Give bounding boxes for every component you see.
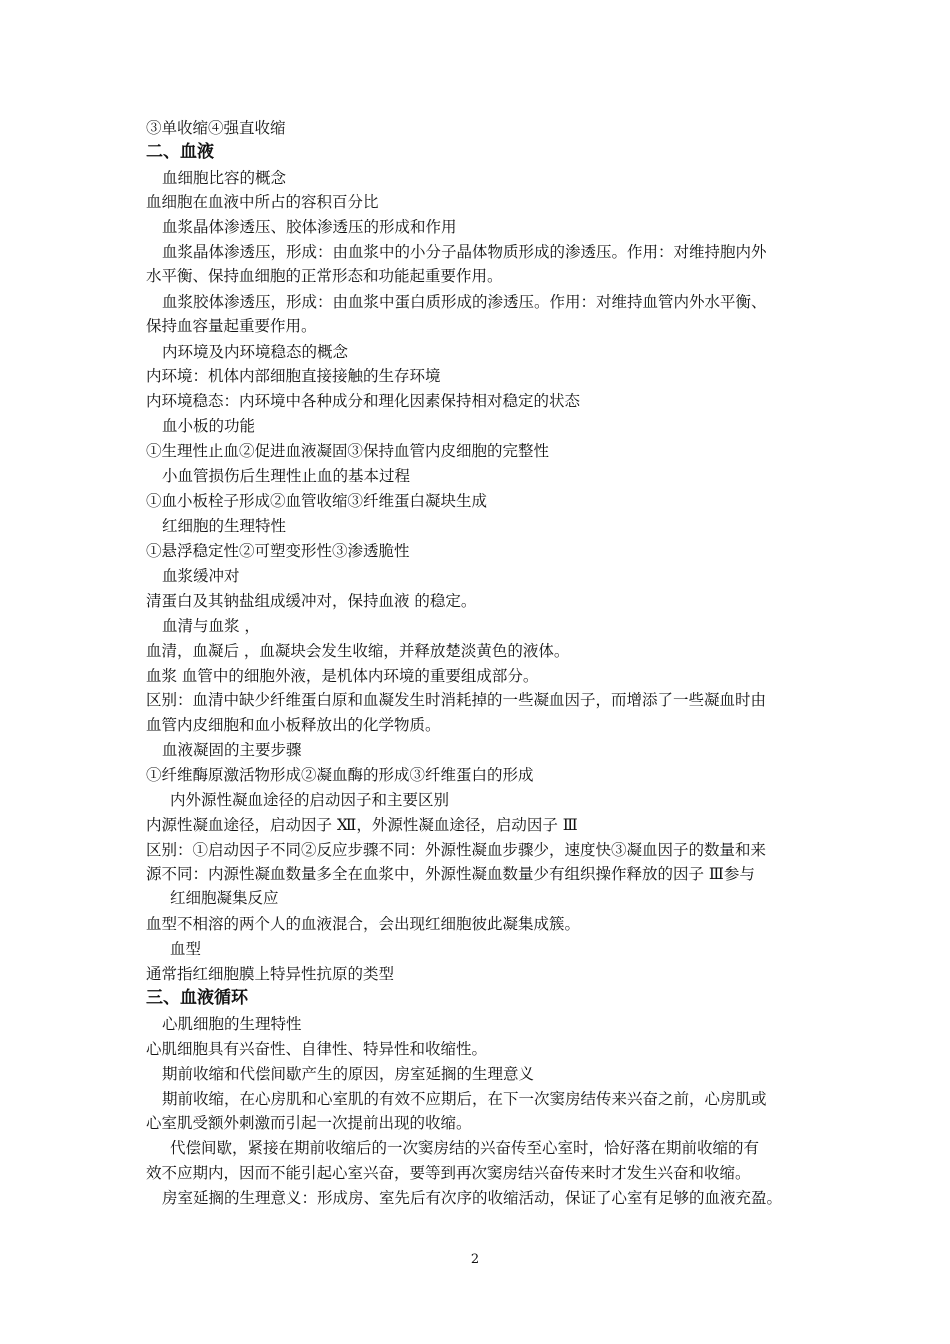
subheading: 心肌细胞的生理特性 bbox=[162, 1015, 302, 1033]
text-line: 代偿间歇，紧接在期前收缩后的一次窦房结的兴奋传至心室时，恰好落在期前收缩的有 bbox=[170, 1139, 760, 1157]
subheading: 小血管损伤后生理性止血的基本过程 bbox=[162, 467, 411, 485]
text-line: 通常指红细胞膜上特异性抗原的类型 bbox=[146, 965, 395, 983]
page-number: 2 bbox=[470, 1252, 480, 1267]
subheading: 内外源性凝血途径的启动因子和主要区别 bbox=[170, 791, 450, 809]
subheading: 血浆缓冲对 bbox=[162, 567, 240, 585]
text-line: 血型不相溶的两个人的血液混合，会出现红细胞彼此凝集成簇。 bbox=[146, 915, 581, 933]
text-line: 心肌细胞具有兴奋性、自律性、特异性和收缩性。 bbox=[146, 1040, 488, 1058]
text-line: 房室延搁的生理意义：形成房、室先后有次序的收缩活动，保证了心室有足够的血液充盈。 bbox=[162, 1189, 783, 1207]
text-line: 血管内皮细胞和血小板释放出的化学物质。 bbox=[146, 716, 441, 734]
subheading: 血清与血浆 ， bbox=[162, 617, 260, 635]
subheading: 血细胞比容的概念 bbox=[162, 169, 287, 187]
text-line: 血浆晶体渗透压，形成：由血浆中的小分子晶体物质形成的渗透压。作用：对维持胞内外 bbox=[162, 243, 767, 261]
text-line: 内环境稳态：内环境中各种成分和理化因素保持相对稳定的状态 bbox=[146, 392, 581, 410]
text-line: 效不应期内，因而不能引起心室兴奋，要等到再次窦房结兴奋传来时才发生兴奋和收缩。 bbox=[146, 1164, 751, 1182]
subheading: 期前收缩和代偿间歇产生的原因，房室延搁的生理意义 bbox=[162, 1065, 535, 1083]
text-line: 源不同：内源性凝血数量多全在血浆中，外源性凝血数量少有组织操作释放的因子 Ⅲ参与 bbox=[146, 865, 755, 883]
subheading: 血型 bbox=[170, 940, 202, 958]
section-heading: 三、血液循环 bbox=[146, 988, 248, 1008]
subheading: 内环境及内环境稳态的概念 bbox=[162, 343, 349, 361]
subheading: 红细胞的生理特性 bbox=[162, 517, 287, 535]
text-line: 血浆胶体渗透压，形成：由血浆中蛋白质形成的渗透压。作用：对维持血管内外水平衡、 bbox=[162, 293, 767, 311]
text-line: 血细胞在血液中所占的容积百分比 bbox=[146, 193, 379, 211]
text-line: ①生理性止血②促进血液凝固③保持血管内皮细胞的完整性 bbox=[146, 442, 550, 460]
text-line: ①血小板栓子形成②血管收缩③纤维蛋白凝块生成 bbox=[146, 492, 488, 510]
text-line: 内环境：机体内部细胞直接接触的生存环境 bbox=[146, 367, 441, 385]
subheading: 红细胞凝集反应 bbox=[170, 889, 279, 907]
text-line: 水平衡、保持血细胞的正常形态和功能起重要作用。 bbox=[146, 267, 503, 285]
text-line: ③单收缩④强直收缩 bbox=[146, 119, 286, 137]
text-line: 心室肌受额外刺激而引起一次提前出现的收缩。 bbox=[146, 1114, 472, 1132]
text-line: 血清，血凝后 ，血凝块会发生收缩，并释放楚淡黄色的液体。 bbox=[146, 642, 570, 660]
subheading: 血液凝固的主要步骤 bbox=[162, 741, 302, 759]
text-line: ①悬浮稳定性②可塑变形性③渗透脆性 bbox=[146, 542, 410, 560]
text-line: 区别：①启动因子不同②反应步骤不同：外源性凝血步骤少，速度快③凝血因子的数量和来 bbox=[146, 841, 767, 859]
subheading: 血小板的功能 bbox=[162, 417, 256, 435]
text-line: 保持血容量起重要作用。 bbox=[146, 317, 317, 335]
text-line: 血浆 血管中的细胞外液，是机体内环境的重要组成部分。 bbox=[146, 667, 539, 685]
text-line: 期前收缩，在心房肌和心室肌的有效不应期后，在下一次窦房结传来兴奋之前，心房肌或 bbox=[162, 1090, 767, 1108]
section-heading: 二、血液 bbox=[146, 142, 214, 162]
text-line: ①纤维酶原激活物形成②凝血酶的形成③纤维蛋白的形成 bbox=[146, 766, 534, 784]
subheading: 血浆晶体渗透压、胶体渗透压的形成和作用 bbox=[162, 218, 457, 236]
text-line: 区别：血清中缺少纤维蛋白原和血凝发生时消耗掉的一些凝血因子，而增添了一些凝血时由 bbox=[146, 691, 767, 709]
text-line: 内源性凝血途径，启动因子 Ⅻ，外源性凝血途径，启动因子 Ⅲ bbox=[146, 816, 578, 834]
text-line: 清蛋白及其钠盐组成缓冲对，保持血液 的稳定。 bbox=[146, 592, 477, 610]
